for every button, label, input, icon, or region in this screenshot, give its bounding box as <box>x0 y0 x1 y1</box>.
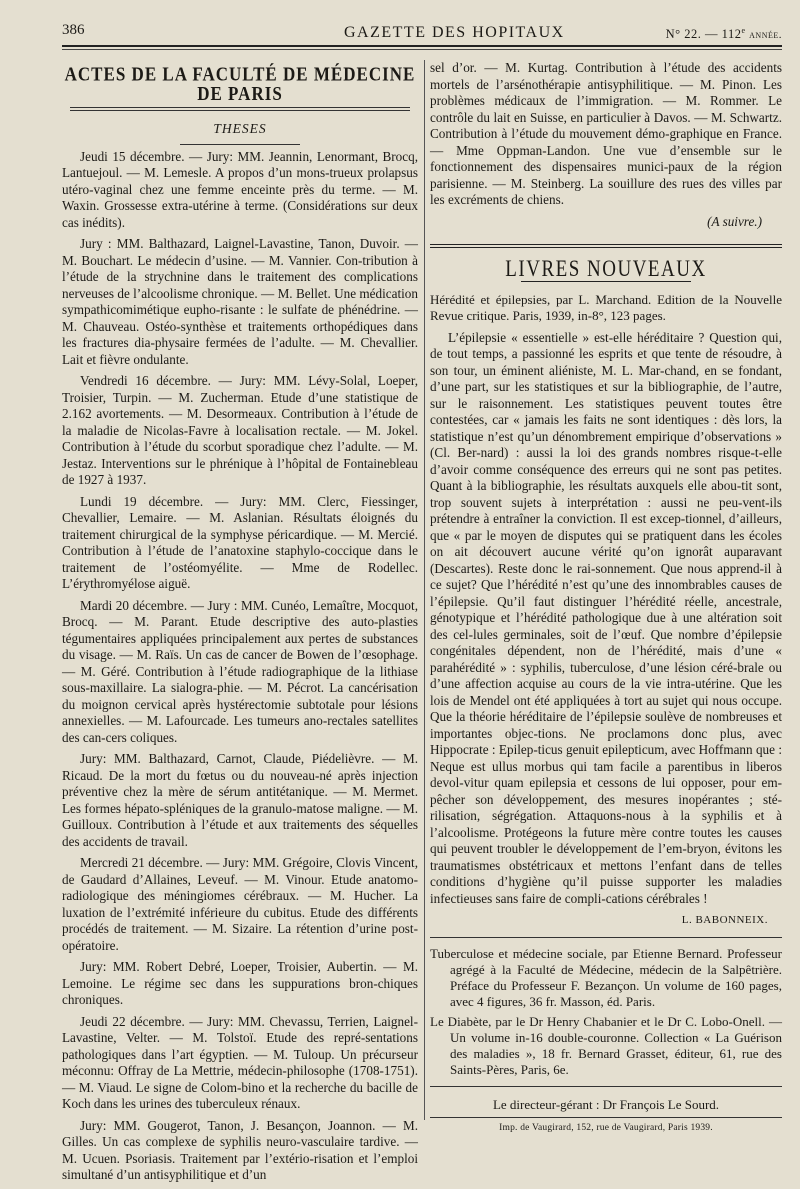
page-header <box>62 22 782 52</box>
subsection-title: THESES <box>213 121 267 136</box>
thesis-paragraph: Mercredi 21 décembre. — Jury: MM. Grégoire, Clovis Vincent, de Gaudard d’Allaines, Leveuf. — M. Vinour. Etude anatomo-radiologique des méningiomes cérébraux. — M. Hucher. La luxation de l’extrémité inférieure du cubitus. Etude des différents procédés de traitement. — M. Sizaire. La rétention d’urine post-opératoire. <box>62 855 418 953</box>
page-number: 386 <box>62 22 85 38</box>
thesis-paragraph: Lundi 19 décembre. — Jury: MM. Clerc, Fiessinger, Chevallier, Lemaire. — M. Aslanian. Résultats éloignés du traitement chirurgical de la symphyse péricardique. — M. Mercié. Contribution à l’étude de l’anatoxine staphylo-coccique dans le traitement de l’ostéomyélite. — Mme de Rodellec. L’érythromyélose aiguë. <box>62 493 418 591</box>
notice-separator <box>430 937 782 938</box>
right-column <box>430 60 782 1137</box>
footer-separator <box>430 1086 782 1087</box>
thesis-paragraph: Vendredi 16 décembre. — Jury: MM. Lévy-Solal, Loeper, Troisier, Turpin. — M. Zucherman. Etude d’une statistique de 2.162 avortements. — M. Desormeaux. Contribution à l’étude de la maladie de Nicolas-Favre à localisation rectale. — M. Jokel. Contribution à l’étude du scorbut sporadique chez l’adulte. — M. Jestaz. Interventions sur le phrénique à l’hôpital de Fontainebleau de 1927 à 1937. <box>62 373 418 487</box>
section-title-rule <box>70 107 410 111</box>
issue-number: N° 22. — 112 <box>665 27 742 42</box>
subsection-rule <box>180 144 300 145</box>
section-separator <box>430 244 782 248</box>
books-section-title: LIVRES NOUVEAUX <box>505 256 707 282</box>
book-notice: Le Diabète, par le Dr Henry Chabanier et le Dr C. Lobo-Onell. — Un volume in-16 double-couronne. Collection « La Guérison des maladies », 18 fr. Bernard Grasset, éditeur, 61, rue des Saints-Pères, Paris, 6e. <box>430 1013 782 1077</box>
issue-label <box>666 26 782 42</box>
header-rule <box>62 45 782 47</box>
review-signature: L. BABONNEIX. <box>681 914 768 926</box>
publisher-manager: Le directeur-gérant : Dr François Le Sourd. <box>492 1096 720 1112</box>
book-notice: Tuberculose et médecine sociale, par Etienne Bernard. Professeur agrégé à la Faculté de Médecine, médecin de la Salpêtrière. Préface du Professeur F. Bezançon. Un volume de 160 pages, avec 4 figures, 36 fr. Masson, éd. Paris. <box>430 945 782 1009</box>
header-rule-thin <box>62 49 782 50</box>
thesis-paragraph: Jury: MM. Balthazard, Carnot, Claude, Piédelièvre. — M. Ricaud. De la mort du fœtus ou du nouveau-né après injection préventive chez la mère de sérum antitétanique. — M. Mermet. Les formes hépato-spléniques de la granulo-matose maligne. — M. Guilloux. Contribution à l’étude et aux traitements des séquelles des accidents de travail. <box>62 751 418 849</box>
printer-imprint: Imp. de Vaugirard, 152, rue de Vaugirard, Paris 1939. <box>499 1123 713 1133</box>
book-heading: Hérédité et épilepsies, par L. Marchand. Edition de la Nouvelle Revue critique. Paris, 1939, in-8°, 123 pages. <box>430 291 782 323</box>
column-divider <box>424 60 425 1120</box>
thesis-paragraph: Jury: MM. Gougerot, Tanon, J. Besançon, Joannon. — M. Gilles. Un cas complexe de syphilis neuro-vasculaire tardive. — M. Ucuen. Psoriasis. Traitement par l’extério-risation et l’emploi simultané d’un antisyphilitique et d’un <box>62 1117 418 1182</box>
thesis-continuation: sel d’or. — M. Kurtag. Contribution à l’étude des accidents mortels de l’arsénothérapie antisyphilitique. — M. Pinon. Les problèmes médicaux de l’immigration. — M. Rommer. Le contrôle du lait en Suisse, en particulier à Davos. — M. Schwartz. Contribution à l’étude du mouvement démo-graphique en France. — Mme Oppman-Landon. Une vue d’ensemble sur le fonctionnement des dispensaires munici-paux de la région parisienne. — M. Steinberg. La souillure des rues des villes par les excréments de chiens. <box>430 60 782 207</box>
to-be-continued: (A suivre.) <box>707 213 762 229</box>
thesis-paragraph: Jury : MM. Balthazard, Laignel-Lavastine, Tanon, Duvoir. — M. Bouchart. Le médecin d’usine. — M. Vannier. Con-tribution à l’étude de la strychnine dans le traitement des complications nerveuses de l’alcoolisme chronique. — M. Bellet. Une médication sympathicomimétique eupho-risante : le sulfate de phénédrine. — M. Chauveau. Ostéo-synthèse et traitements orthopédiques dans les fractures dia-physaire fermées de l’adulte. — M. Chevallier. Lait et fièvre ondulante. <box>62 236 418 367</box>
journal-title: GAZETTE DES HOPITAUX <box>344 24 565 41</box>
thesis-paragraph: Jury: MM. Robert Debré, Loeper, Troisier, Aubertin. — M. Lemoine. Le régime sec dans les suppurations bron-chiques chroniques. <box>62 959 418 1007</box>
thesis-paragraph: Jeudi 15 décembre. — Jury: MM. Jeannin, Lenormant, Brocq, Lantuejoul. — M. Lemesle. A propos d’un mons-trueux prolapsus utéro-vaginal chez une femme enceinte près du terme. — M. Waxin. Grossesse extra-utérine à terme. (Considérations sur deux cas inédits). <box>62 148 418 230</box>
section-title: ACTES DE LA FACULTÉ DE MÉDECINE DE PARIS <box>64 63 416 105</box>
left-column <box>62 60 418 1189</box>
printer-rule <box>430 1117 782 1118</box>
thesis-paragraph: Mardi 20 décembre. — Jury : MM. Cunéo, Lemaître, Mocquot, Brocq. — M. Parant. Etude descriptive des auto-plasties tégumentaires appliquées principalement aux pertes de substances du visage. — M. Raïs. Un cas de cancer de Bowen de l’œsophage. — M. Géré. Contribution à l’étude radiographique de la lithiase sous-maxillaire. La sialogra-phie. — M. Pécrot. La cancérisation du moignon cervical après hystérectomie subtotale pour lésions annexielles. — M. Lafourcade. Les tumeurs ano-rectales satellites des can-cers coliques. <box>62 597 418 745</box>
book-review: L’épilepsie « essentielle » est-elle héréditaire ? Question qui, de tout temps, a passionné les esprits et que tente de résoudre, à son tour, un éminent aliéniste, M. L. Mar-chand, en se fondant, d’une part, sur les statistiques et sur la bibliographie, de l’autre, sur le raisonnement. Les statistiques peuvent toutes être contestées, car « jamais les faits ne sont identiques : dès lors, la statistique n’est qu’un dénombrement empirique d’observations » (Cl. Ber-nard) : aussi la loi des grands nombres risque-t-elle d’avoir comme conséquence des erreurs qui ne sont pas petites. Quant à la bibliographie, les résultats auxquels elle abou-tit sont, trop souvent sujets à interprétation : aussi ne peu-vent-ils prétendre à entraîner la conviction. Il est excep-tionnel, d’ailleurs, que « par le moyen de disputes qui se pratiquent dans les écoles on ait découvert aucune vérité qu’on ignorât auparavant (Descartes). Reste donc le rai-sonnement. Que nous apprend-il à ce sujet? Que l’hérédité n’est qu’une des innombrables causes de l’épilepsie. Qu’il faut distinguer l’hérédité réelle, ancestrale, génotypique et l’hérédité pathologique due à une altération soit des cel-lules germinales, soit de l’œuf. Que nombre d’épilepsie congénitales dépendent, non de l’hérédité, mais d’une « parahérédité » : syphilis, tuberculose, d’une lésion céré-brale ou d’une affection acquise au cours de la vie intra-utérine. Que les lois de Mendel ont été appliquées à tort au sujet qui nous occupe. Que la théorie héréditaire de l’épilepsie soulève de nombreuses et importantes objec-tions. Ne proclamons donc plus, avec Hippocrate : Epilep-ticus genuit epilepticum, avec Hoffmann que : Neque est ullus morbus qui tam facile a parentibus in liberos devol-vitur quam epilepsia et cessons de lui opposer, pour em-pêcher son développement, des mesures inopérantes ; sté-rilisation, ségrégation. Attaquons-nous à la syphilis et à l’alcoolisme. Protégeons la future mère contre toutes les causes qui peuvent troubler le développement de l’em-bryon, évitons les traumatismes obstétricaux et mettons l’enfant dans de telles conditions d’hygiène qu’il puisse supporter les maladies infectieuses sans faire de compli-cations cérébrales ! <box>430 329 782 906</box>
issue-superscript: e <box>741 26 746 35</box>
issue-year-word: année. <box>749 29 782 42</box>
thesis-paragraph: Jeudi 22 décembre. — Jury: MM. Chevassu, Terrien, Laignel-Lavastine, Velter. — M. Tolstoï. Etude des repré-sentations pathologiques dans l’art égyptien. — M. Tuloup. Un précurseur méconnu: Offray de La Mettrie, médecin-philosophe (1708-1751). — M. Viaud. Le signe de Colom-bino et la recherche du bacille de Koch dans les urines des tuberculeux rénaux. <box>62 1013 418 1111</box>
